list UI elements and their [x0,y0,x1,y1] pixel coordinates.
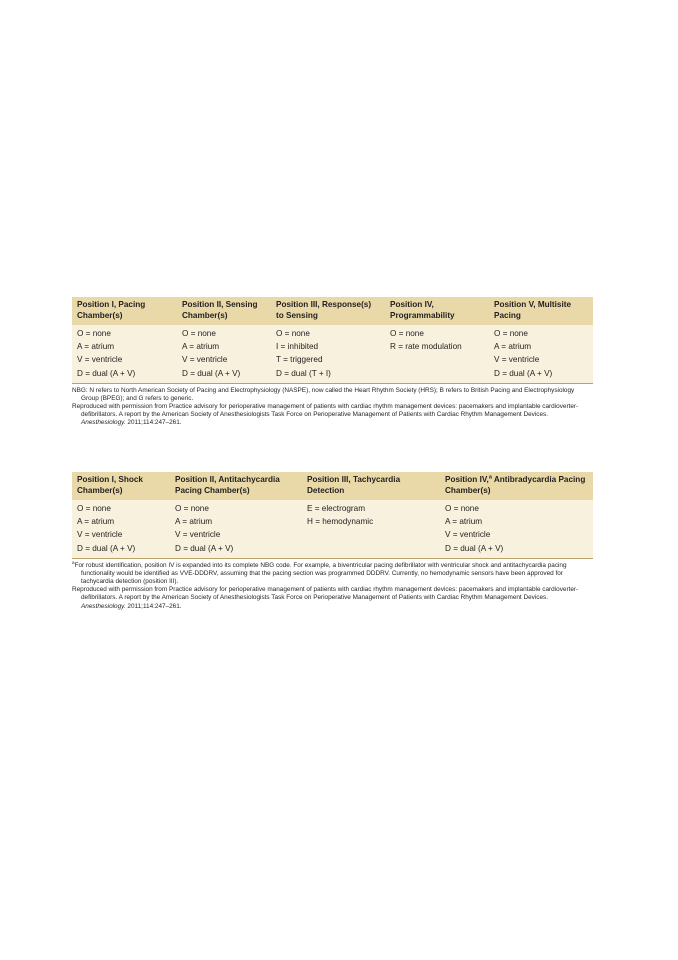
permission-note [72,403,593,428]
column-header: Position I, Shock Chamber(s) [72,472,170,500]
journal-name: Anesthesiology. [81,602,126,610]
table-header-row [72,297,593,325]
table-cell: V = ventricle [72,529,170,542]
table-cell: D = dual (A + V) [72,367,177,383]
table-cell: A = atrium [72,341,177,354]
table-cell: A = atrium [489,341,593,354]
table-notes [72,559,593,611]
table-cell: I = inhibited [271,341,385,354]
footnote-marker: a [72,559,75,565]
table-cell: O = none [489,325,593,341]
citation-reference: 2011;114:247–261. [125,419,182,427]
table-header-row [72,472,593,500]
table-cell: H = hemodynamic [302,516,440,529]
permission-note [72,586,593,611]
table-cell: V = ventricle [72,354,177,367]
citation-reference: 2011;114:247–261. [125,602,182,610]
table-cell: D = dual (A + V) [170,542,302,558]
permission-text: Reproduced with permission from Practice advisory for perioperative management of patients with cardiac rhythm management devices: pacemakers and implantable cardioverter-defibrillators. A report by the American Society of Anesthesiologists Task Force on Perioperative Management of Patients with Cardiac Rhythm Management Devices. [72,586,579,602]
permission-text: Reproduced with permission from Practice advisory for perioperative management of patients with cardiac rhythm management devices: pacemakers and implantable cardioverter-defibrillators. A report by the American Society of Anesthesiologists Task Force on Perioperative Management of Patients with Cardiac Rhythm Management Devices. [72,402,579,419]
table-cell: A = atrium [177,341,271,354]
pacemaker-code-table [72,297,593,383]
table-row [72,529,593,542]
table-row [72,542,593,558]
table-cell: O = none [72,500,170,516]
column-header [440,472,593,500]
abbreviation-note: NBG: N refers to North American Society of Pacing and Electrophysiology (NASPE), now called the Heart Rhythm Society (HRS); B refers to British Pacing and Electrophysiology Group (BPEG); and G refers to generic. [72,386,575,402]
table-cell: D = dual (A + V) [177,367,271,383]
table-cell: A = atrium [440,516,593,529]
table-cell: V = ventricle [489,354,593,367]
table-cell: A = atrium [170,516,302,529]
table-row [72,516,593,529]
footnote-marker: a [488,474,492,481]
table-cell [385,367,489,383]
column-header: Position IV, Programmability [385,297,489,325]
defibrillator-code-table [72,472,593,558]
column-header: Position III, Tachycardia Detection [302,472,440,500]
table-cell: A = atrium [72,516,170,529]
table-cell: D = dual (A + V) [72,542,170,558]
table-cell: D = dual (A + V) [489,367,593,383]
table-cell: V = ventricle [170,529,302,542]
table-cell: V = ventricle [440,529,593,542]
table-cell: O = none [271,325,385,341]
table-bottom-rule [72,383,593,384]
table-cell [385,354,489,367]
column-header: Position V, Multisite Pacing [489,297,593,325]
table-cell: O = none [385,325,489,341]
table-cell: O = none [72,325,177,341]
table-cell: O = none [170,500,302,516]
table-row [72,325,593,341]
table-bottom-rule [72,558,593,559]
table-cell [302,542,440,558]
defibrillator-code-table-section [72,472,593,611]
table-cell: T = triggered [271,354,385,367]
table-cell: E = electrogram [302,500,440,516]
pacemaker-code-table-section [72,297,593,428]
table-cell: V = ventricle [177,354,271,367]
table-row [72,341,593,354]
table-cell: O = none [440,500,593,516]
table-cell: D = dual (T + I) [271,367,385,383]
column-header: Position II, Antitachycardia Pacing Chamber(s) [170,472,302,500]
table-cell [302,529,440,542]
table-cell: O = none [177,325,271,341]
column-header: Position I, Pacing Chamber(s) [72,297,177,325]
header-text: Position IV, [445,475,489,484]
journal-name: Anesthesiology. [81,419,126,427]
footnote [72,559,593,587]
column-header: Position III, Response(s) to Sensing [271,297,385,325]
table-notes [72,387,593,428]
table-cell: R = rate modulation [385,341,489,354]
footnote-text: For robust identification, position IV is expanded into its complete NBG code. For example, a biventricular pacing defibrillator with ventricular shock and antitachycardia pacing functionality would be identified as VVE-DDDRV, assuming that the pacing section was programmed DDDRV. Currently, no hemodynamic sensors have been approved for tachycardia detection (position III). [74,561,567,585]
column-header: Position II, Sensing Chamber(s) [177,297,271,325]
header-text: Antibradycardia Pacing Chamber(s) [445,475,586,495]
table-row [72,354,593,367]
table-cell: D = dual (A + V) [440,542,593,558]
table-row [72,500,593,516]
table-row [72,367,593,383]
